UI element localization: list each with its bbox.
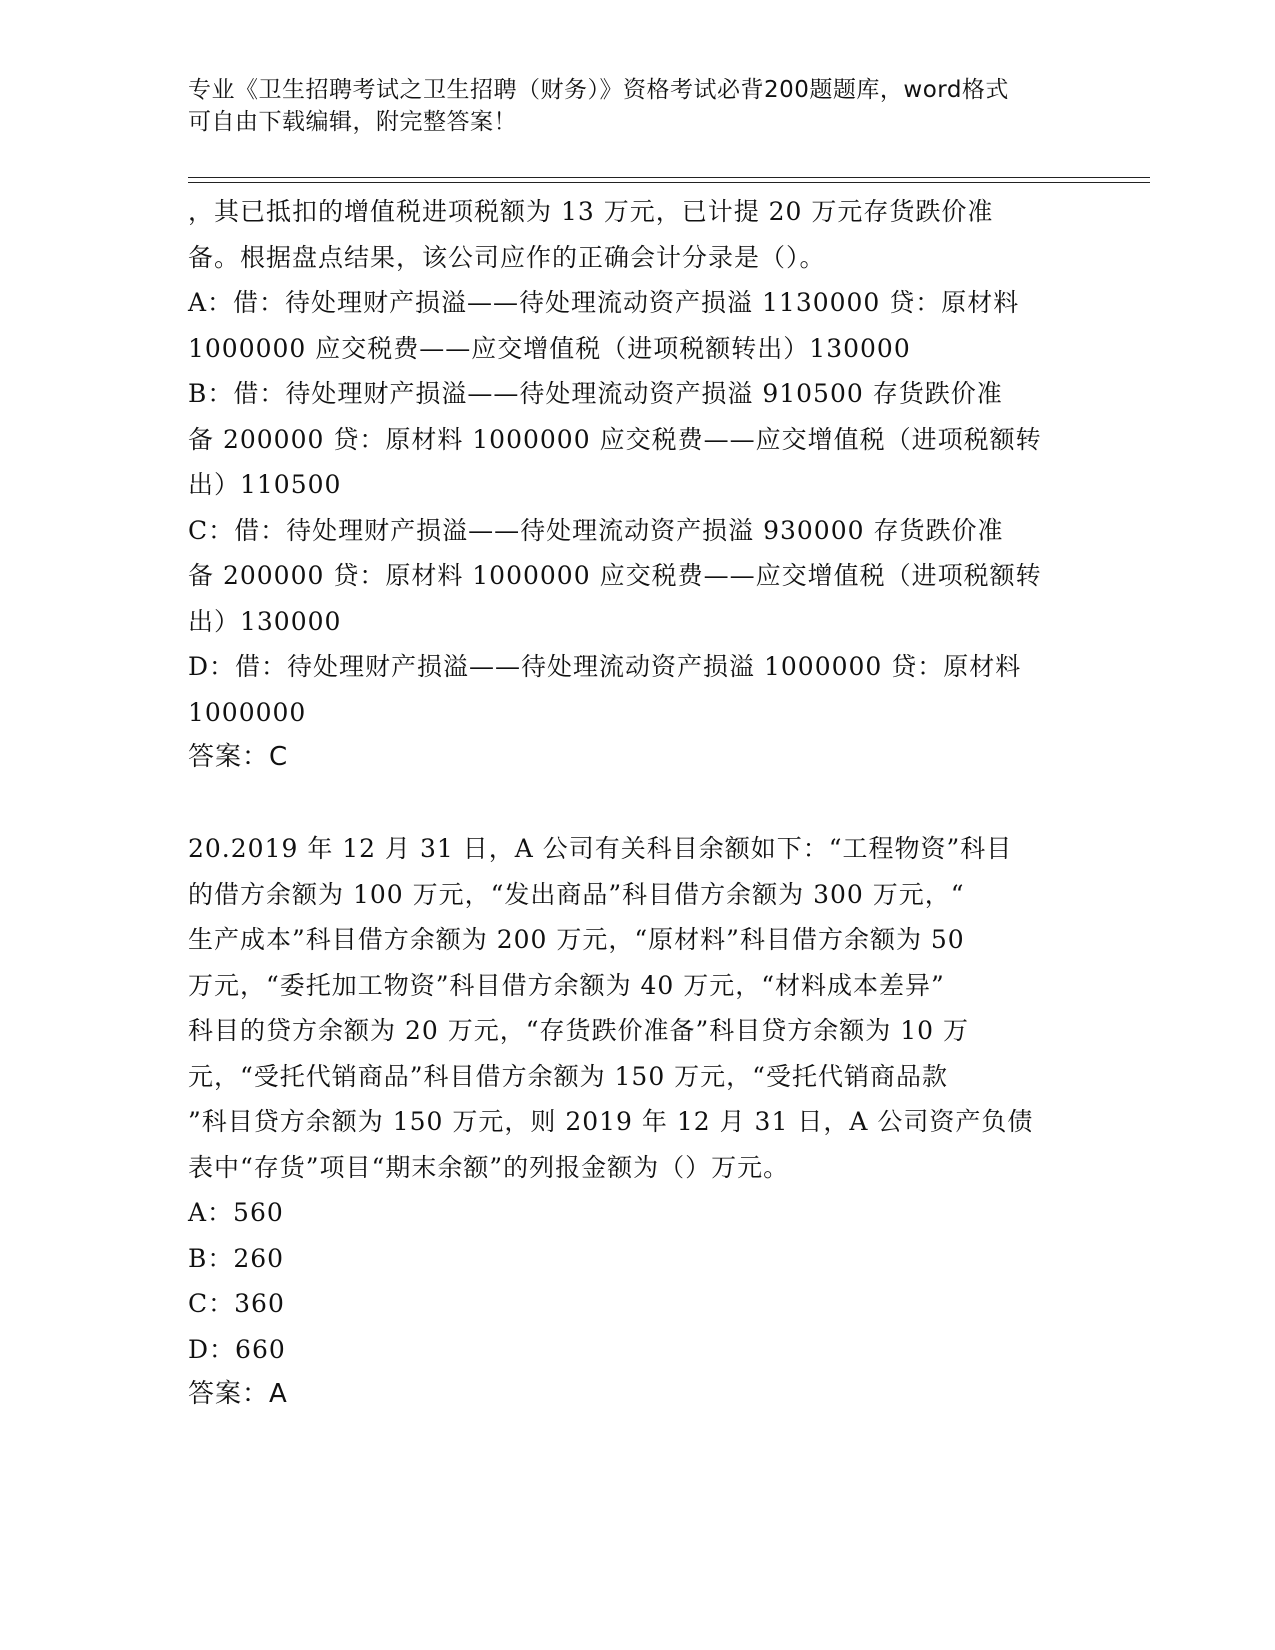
option-line: 备 200000 贷：原材料 1000000 应交税费——应交增值税（进项税额转 bbox=[188, 424, 1042, 454]
stem-line: 备。根据盘点结果，该公司应作的正确会计分录是（）。 bbox=[188, 242, 826, 272]
stem-line: 万元，“委托加工物资”科目借方余额为 40 万元，“材料成本差异” bbox=[188, 970, 945, 1000]
stem-line: 元，“受托代销商品”科目借方余额为 150 万元，“受托代销商品款 bbox=[188, 1061, 948, 1091]
question-spacer bbox=[188, 781, 1088, 827]
option-line: B：借：待处理财产损溢——待处理流动资产损溢 910500 存货跌价准 bbox=[188, 379, 1003, 408]
question-19-answer: 答案：C bbox=[188, 742, 289, 772]
question-20-stem bbox=[188, 826, 1088, 1190]
option-line: A：借：待处理财产损溢——待处理流动资产损溢 1130000 贷：原材料 bbox=[188, 288, 1020, 317]
question-19-stem bbox=[188, 189, 1088, 280]
question-19-option-c bbox=[188, 508, 1088, 645]
option-line: 出）110500 bbox=[188, 470, 342, 499]
stem-line: ”科目贷方余额为 150 万元，则 2019 年 12 月 31 日，A 公司资产负债 bbox=[188, 1107, 1034, 1136]
header-divider-bottom bbox=[188, 182, 1150, 183]
question-20-option-d: D：660 bbox=[188, 1334, 286, 1364]
option-line: 1000000 应交税费——应交增值税（进项税额转出）130000 bbox=[188, 333, 911, 363]
stem-line: 20.2019 年 12 月 31 日，A 公司有关科目余额如下：“工程物资”科目 bbox=[188, 834, 1013, 863]
option-line: 备 200000 贷：原材料 1000000 应交税费——应交增值税（进项税额转 bbox=[188, 561, 1042, 590]
question-20-answer: 答案：A bbox=[188, 1379, 288, 1409]
question-20-option-a: A：560 bbox=[188, 1198, 284, 1227]
document-header bbox=[188, 74, 1068, 138]
header-line-1: 专业《卫生招聘考试之卫生招聘（财务）》资格考试必背200题题库，word格式 bbox=[188, 77, 1009, 103]
option-line: D：借：待处理财产损溢——待处理流动资产损溢 1000000 贷：原材料 bbox=[188, 652, 1022, 681]
option-line: 出）130000 bbox=[188, 606, 342, 636]
question-20 bbox=[188, 826, 1088, 1418]
question-20-option-c: C：360 bbox=[188, 1289, 285, 1318]
header-line-2: 可自由下载编辑，附完整答案！ bbox=[188, 109, 517, 135]
option-line: 1000000 bbox=[188, 697, 307, 727]
question-19-option-b bbox=[188, 371, 1088, 508]
stem-line: 表中“存货”项目“期末余额”的列报金额为（）万元。 bbox=[188, 1152, 790, 1182]
question-20-option-b: B：260 bbox=[188, 1243, 285, 1273]
document-body bbox=[188, 189, 1088, 1418]
question-19-option-d bbox=[188, 644, 1088, 735]
option-line: C：借：待处理财产损溢——待处理流动资产损溢 930000 存货跌价准 bbox=[188, 515, 1004, 545]
stem-line: 的借方余额为 100 万元，“发出商品”科目借方余额为 300 万元，“ bbox=[188, 879, 965, 909]
header-divider-top bbox=[188, 177, 1150, 178]
question-19 bbox=[188, 189, 1088, 781]
stem-line: 科目的贷方余额为 20 万元，“存货跌价准备”科目贷方余额为 10 万 bbox=[188, 1016, 969, 1045]
stem-line: 生产成本”科目借方余额为 200 万元，“原材料”科目借方余额为 50 bbox=[188, 925, 965, 954]
stem-line: ，其已抵扣的增值税进项税额为 13 万元，已计提 20 万元存货跌价准 bbox=[188, 197, 994, 226]
question-19-option-a bbox=[188, 280, 1088, 371]
